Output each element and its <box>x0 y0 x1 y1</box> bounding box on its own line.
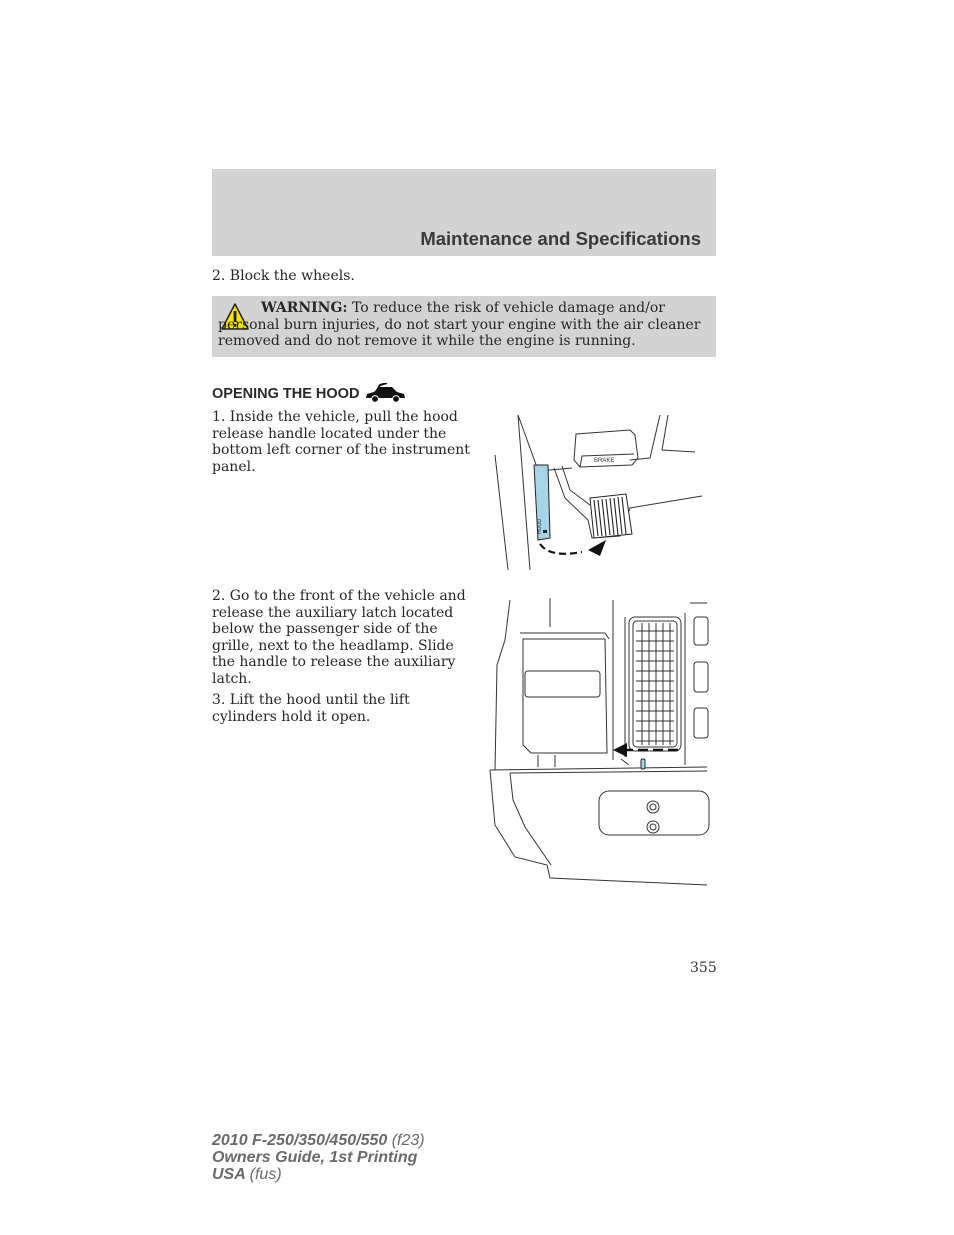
brake-label: BRAKE <box>594 458 615 464</box>
footer <box>212 1132 425 1183</box>
step-1-text: 1. Inside the vehicle, pull the hood release handle located under the bottom left corner of the instrument panel. <box>212 409 470 475</box>
warning-box <box>212 296 716 357</box>
step-3-text: 3. Lift the hood until the lift cylinders hold it open. <box>212 692 410 725</box>
section-header-band <box>212 169 716 256</box>
hood-label: HOOD <box>537 519 543 534</box>
auxiliary-latch-illustration <box>485 595 710 890</box>
car-hood-icon <box>363 383 407 405</box>
auxiliary-latch-handle <box>621 759 645 769</box>
hood-release-illustration <box>490 410 708 575</box>
warning-text <box>218 300 712 350</box>
hood-release-handle <box>534 465 550 540</box>
section-title-text: OPENING THE HOOD <box>212 386 360 402</box>
page-number: 355 <box>690 960 717 976</box>
footer-line-1: 2010 F-250/350/450/550 (f23) <box>212 1132 425 1149</box>
warning-label: WARNING: <box>261 300 348 316</box>
step-block-wheels: 2. Block the wheels. <box>212 268 355 284</box>
warning-body: To reduce the risk of vehicle damage and/or personal burn injuries, do not start your engine with the air cleaner removed and do not remove it while the engine is running. <box>218 300 701 349</box>
section-header-title: Maintenance and Specifications <box>420 228 701 249</box>
brake-pedal <box>590 494 632 538</box>
step-2-text: 2. Go to the front of the vehicle and release the auxiliary latch located below the passenger side of the grille, next to the headlamp. Slide the handle to release the auxiliary latch. <box>212 588 466 687</box>
section-title <box>212 383 407 405</box>
pull-arrow <box>540 544 582 554</box>
footer-line-3: USA (fus) <box>212 1166 282 1183</box>
footer-line-2: Owners Guide, 1st Printing <box>212 1149 418 1166</box>
